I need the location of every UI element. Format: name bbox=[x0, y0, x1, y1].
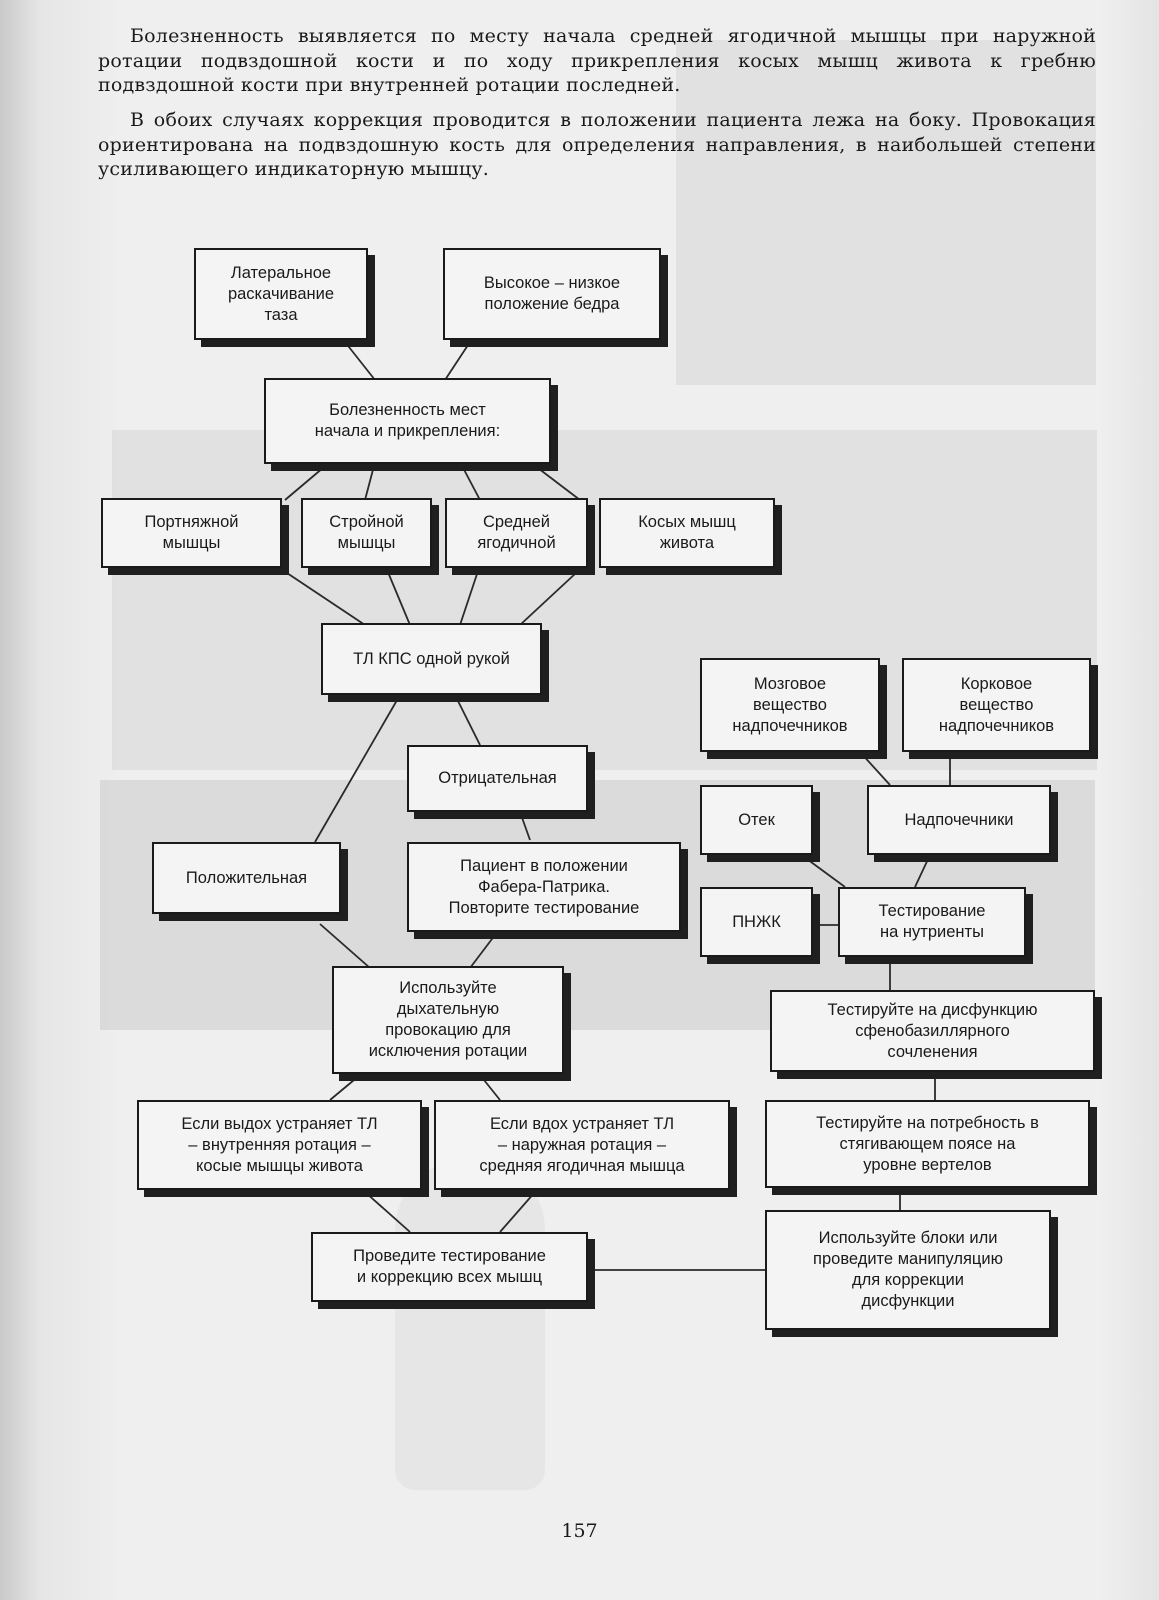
node-obliques: Косых мышц живота bbox=[599, 498, 775, 568]
node-trochanter-belt: Тестируйте на потребность в стягивающем поясе на уровне вертелов bbox=[765, 1100, 1090, 1188]
connector bbox=[320, 924, 370, 968]
node-high-low-hip: Высокое – низкое положение бедра bbox=[443, 248, 661, 340]
connector bbox=[315, 695, 400, 842]
page-number: 157 bbox=[561, 1520, 598, 1542]
connector bbox=[365, 1192, 410, 1232]
node-positive: Положительная bbox=[152, 842, 341, 914]
connector bbox=[285, 462, 330, 500]
node-lateral-swing: Латеральное раскачивание таза bbox=[194, 248, 368, 340]
node-nutrient-test: Тестирование на нутриенты bbox=[838, 887, 1026, 957]
connector bbox=[460, 462, 480, 500]
connector bbox=[480, 1075, 500, 1100]
node-faber-patrick: Пациент в положении Фабера-Патрика. Повторите тестирование bbox=[407, 842, 681, 932]
connector bbox=[530, 462, 580, 500]
node-breathing-provocation: Используйте дыхательную провокацию для исключения ротации bbox=[332, 966, 564, 1074]
connector bbox=[385, 565, 410, 625]
node-adrenal-medulla: Мозговое вещество надпочечников bbox=[700, 658, 880, 752]
node-gluteus-medius: Средней ягодичной bbox=[445, 498, 588, 568]
connector bbox=[445, 342, 470, 380]
connector bbox=[915, 855, 930, 887]
connector bbox=[470, 935, 495, 968]
connector bbox=[330, 1075, 360, 1100]
connector bbox=[500, 1192, 535, 1232]
node-sartorius: Портняжной мышцы bbox=[101, 498, 282, 568]
node-blocks-manipulation: Используйте блоки или проведите манипуляцию для коррекции дисфункции bbox=[765, 1210, 1051, 1330]
node-pain-points: Болезненность мест начала и прикрепления: bbox=[264, 378, 551, 464]
node-gracilis: Стройной мышцы bbox=[301, 498, 432, 568]
node-adrenals: Надпочечники bbox=[867, 785, 1051, 855]
node-exhale: Если выдох устраняет ТЛ – внутренняя ротация – косые мышцы живота bbox=[137, 1100, 422, 1190]
connector bbox=[455, 695, 480, 745]
connector bbox=[365, 462, 375, 500]
node-tl-kps: ТЛ КПС одной рукой bbox=[321, 623, 542, 695]
node-adrenal-cortex: Корковое вещество надпочечников bbox=[902, 658, 1091, 752]
node-negative: Отрицательная bbox=[407, 745, 588, 812]
node-pnzhk: ПНЖК bbox=[700, 887, 813, 957]
connector bbox=[520, 812, 530, 840]
connector bbox=[275, 565, 365, 625]
paragraph-1: Болезненность выявляется по месту начала средней ягодичной мышцы при наружной ротации подвздошной кости и по ходу прикрепления косых мышц живота к гребню подвздошной кости при внутренней ротации последней. bbox=[98, 25, 1096, 96]
connector bbox=[520, 560, 590, 625]
connector bbox=[860, 752, 890, 785]
connector bbox=[460, 565, 480, 625]
node-edema: Отек bbox=[700, 785, 813, 855]
node-test-correct-all: Проведите тестирование и коррекцию всех мышц bbox=[311, 1232, 588, 1302]
connector bbox=[345, 342, 375, 380]
node-inhale: Если вдох устраняет ТЛ – наружная ротация – средняя ягодичная мышца bbox=[434, 1100, 730, 1190]
node-sphenobasilar: Тестируйте на дисфункцию сфенобазиллярного сочленения bbox=[770, 990, 1095, 1072]
paragraph-2: В обоих случаях коррекция проводится в положении пациента лежа на боку. Провокация ориентирована на подвздошную кость для определения направления, в наибольшей степени усиливающего индикаторную мышцу. bbox=[98, 109, 1096, 180]
